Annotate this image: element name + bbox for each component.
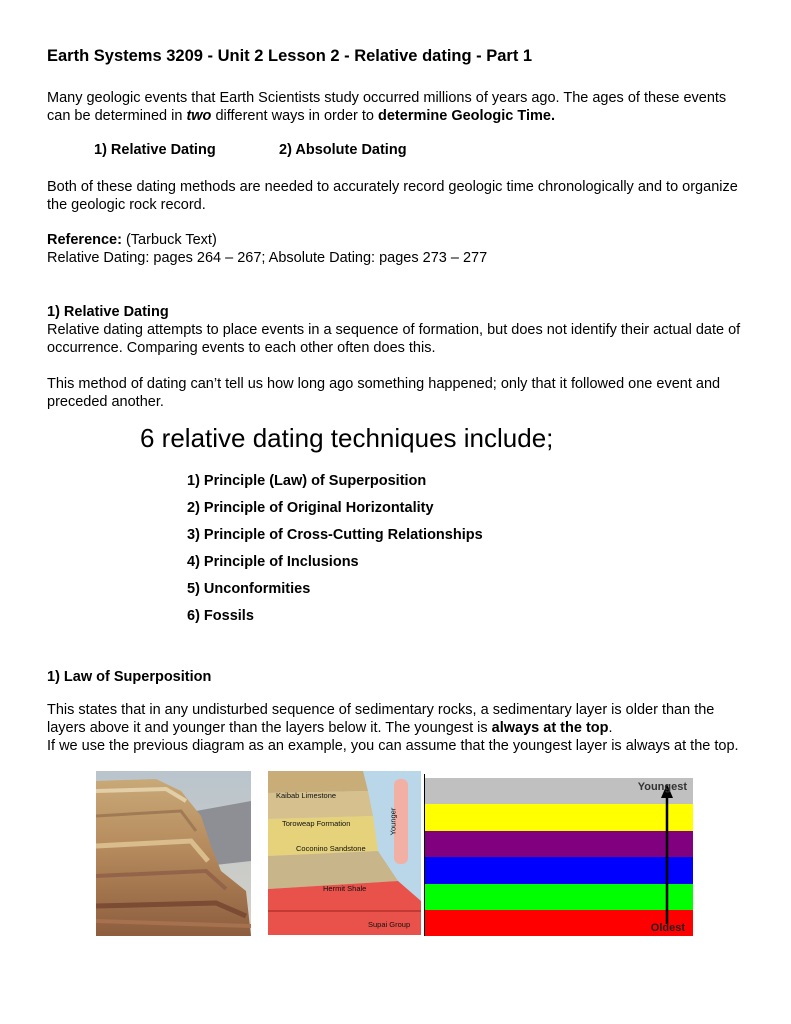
both-methods-paragraph: Both of these dating methods are needed to accurately record geologic time chronologically and to organize the geologic rock record. [47, 179, 738, 213]
relative-paragraph-1: Relative dating attempts to place events in a sequence of formation, but does not identify their actual date of occurrence. Comparing events to each other often does this. [47, 322, 741, 356]
label-hermit: Hermit Shale [323, 884, 367, 893]
intro-text: Many geologic events that Earth Scientists study occurred millions of years ago. The ages of these events can be determined in [47, 90, 727, 124]
intro-paragraph [47, 89, 747, 125]
technique-item: 4) Principle of Inclusions [187, 554, 359, 570]
technique-item: 3) Principle of Cross-Cutting Relationships [187, 527, 483, 543]
youngest-label: Youngest [637, 781, 687, 793]
labeled-canyon-diagram [268, 771, 421, 935]
superposition-paragraph [47, 701, 747, 755]
relative-paragraph-2: This method of dating can’t tell us how long ago something happened; only that it followed one event and preceded another. [47, 376, 721, 410]
reference-source: (Tarbuck Text) [121, 232, 217, 248]
label-kaibab: Kaibab Limestone [276, 791, 337, 800]
superposition-heading: 1) Law of Superposition [47, 669, 212, 685]
reference-label: Reference: [47, 232, 122, 248]
intro-bold: determine Geologic Time. [378, 108, 556, 124]
technique-item: 1) Principle (Law) of Superposition [187, 473, 427, 489]
superposition-bold: always at the top [491, 720, 609, 736]
technique-item: 6) Fossils [187, 608, 254, 624]
intro-emphasis: two [186, 108, 212, 124]
technique-item: 2) Principle of Original Horizontality [187, 500, 434, 516]
label-toroweap: Toroweap Formation [282, 819, 351, 828]
label-younger: Younger [388, 807, 398, 836]
superposition-paragraph-2: If we use the previous diagram as an example, you can assume that the youngest layer is always at the top. [47, 738, 739, 754]
method-relative: 1) Relative Dating [94, 142, 216, 158]
superposition-text: This states that in any undisturbed sequence of sedimentary rocks, a sedimentary layer is older than the layers above it and younger than the layers below it. The youngest is [47, 702, 715, 736]
techniques-heading: 6 relative dating techniques include; [140, 423, 554, 453]
oldest-label: Oldest [650, 922, 685, 934]
relative-heading: 1) Relative Dating [47, 304, 169, 320]
reference-block [47, 231, 747, 267]
page-title: Earth Systems 3209 - Unit 2 Lesson 2 - Relative dating - Part 1 [47, 47, 533, 65]
label-supai: Supai Group [368, 920, 411, 929]
layer-diagram [424, 774, 695, 936]
intro-text-2: different ways in order to [211, 108, 378, 124]
technique-item: 5) Unconformities [187, 581, 311, 597]
label-coconino: Coconino Sandstone [296, 844, 366, 853]
canyon-photo [96, 771, 251, 936]
method-absolute: 2) Absolute Dating [279, 142, 407, 158]
superposition-period: . [608, 720, 613, 736]
reference-pages: Relative Dating: pages 264 – 267; Absolute Dating: pages 273 – 277 [47, 250, 488, 266]
